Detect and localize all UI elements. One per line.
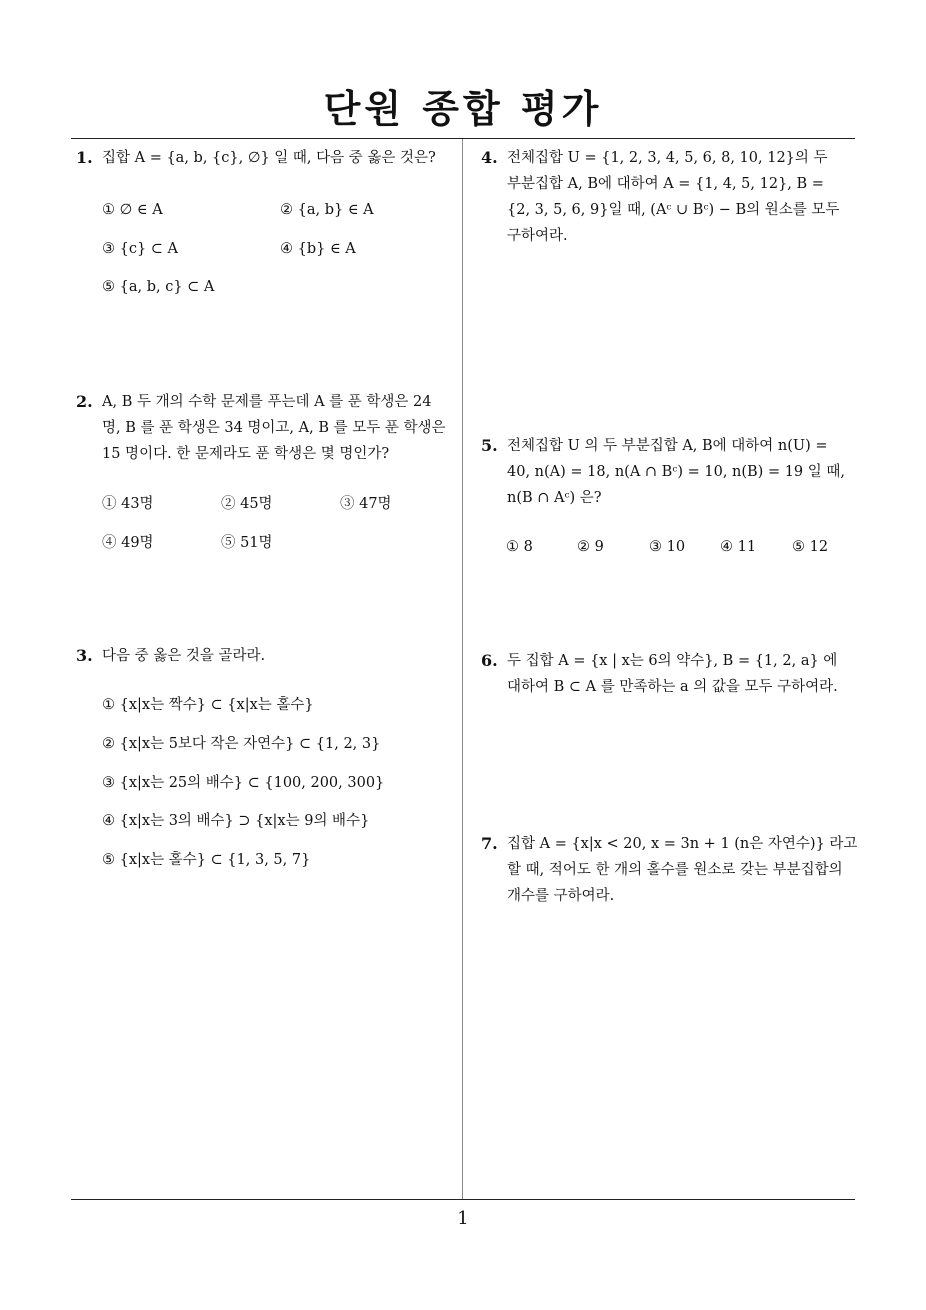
question-text-line: 두 집합 A = {x | x는 6의 약수}, B = {1, 2, a} 에: [507, 653, 838, 669]
choice-5[interactable]: ⑤ 12: [792, 539, 829, 555]
question-text-line: 구하여라.: [507, 228, 568, 244]
choice-5[interactable]: ⑤ 51명: [221, 535, 273, 551]
question-number: 7.: [481, 834, 498, 853]
page-number: 1: [457, 1208, 469, 1229]
question-4: [481, 145, 859, 249]
choice-4[interactable]: ④ {b} ∈ A: [280, 241, 356, 257]
question-number: 6.: [481, 651, 498, 670]
question-7: [481, 831, 859, 909]
question-6: [481, 648, 859, 700]
page-title: 단원 종합 평가: [323, 87, 603, 131]
bottom-rule: [71, 1199, 855, 1200]
top-rule: [71, 138, 855, 139]
question-text-line: 명, B 를 푼 학생은 34 명이고, A, B 를 모두 푼 학생은: [102, 420, 446, 436]
choice-1[interactable]: ① 43명: [102, 496, 154, 512]
choice-3[interactable]: ③ 47명: [340, 496, 392, 512]
question-text-line: 15 명이다. 한 문제라도 푼 학생은 몇 명인가?: [102, 446, 390, 462]
choice-4[interactable]: ④ 49명: [102, 535, 154, 551]
question-text-line: 부분집합 A, B에 대하여 A = {1, 4, 5, 12}, B =: [507, 176, 824, 192]
choice-5[interactable]: ⑤ {x|x는 홀수} ⊂ {1, 3, 5, 7}: [102, 852, 311, 868]
choice-1[interactable]: ① {x|x는 짝수} ⊂ {x|x는 홀수}: [102, 697, 314, 713]
choice-3[interactable]: ③ {x|x는 25의 배수} ⊂ {100, 200, 300}: [102, 775, 385, 791]
question-text-line: 40, n(A) = 18, n(A ∩ Bᶜ) = 10, n(B) = 19 일 때,: [507, 464, 846, 480]
choice-3[interactable]: ③ 10: [649, 539, 686, 555]
question-text-line: 개수를 구하여라.: [507, 888, 615, 904]
question-number: 4.: [481, 148, 498, 167]
choice-2[interactable]: ② {x|x는 5보다 작은 자연수} ⊂ {1, 2, 3}: [102, 736, 381, 752]
question-number: 5.: [481, 436, 498, 455]
choice-1[interactable]: ① ∅ ∈ A: [102, 202, 163, 218]
question-2: [76, 389, 458, 467]
question-text: 집합 A = {a, b, {c}, ∅} 일 때, 다음 중 옳은 것은?: [102, 150, 436, 166]
question-1: [76, 145, 456, 171]
choice-1[interactable]: ① 8: [506, 539, 533, 555]
question-number: 1.: [76, 148, 93, 167]
choice-4[interactable]: ④ 11: [720, 539, 757, 555]
choice-2[interactable]: ② {a, b} ∈ A: [280, 202, 374, 218]
question-text-line: 할 때, 적어도 한 개의 홀수를 원소로 갖는 부분집합의: [507, 862, 843, 878]
question-text-line: n(B ∩ Aᶜ) 은?: [507, 490, 602, 506]
choice-5[interactable]: ⑤ {a, b, c} ⊂ A: [102, 279, 215, 295]
question-number: 3.: [76, 646, 93, 665]
question-3: [76, 643, 456, 669]
question-text-line: A, B 두 개의 수학 문제를 푸는데 A 를 푼 학생은 24: [102, 394, 432, 410]
question-text-line: 전체집합 U = {1, 2, 3, 4, 5, 6, 8, 10, 12}의 두: [507, 150, 828, 166]
question-5: [481, 433, 859, 511]
question-text-line: 전체집합 U 의 두 부분집합 A, B에 대하여 n(U) =: [507, 438, 828, 454]
question-text-line: 집합 A = {x|x < 20, x = 3n + 1 (n은 자연수)} 라고: [507, 836, 858, 852]
choice-2[interactable]: ② 9: [577, 539, 604, 555]
question-text: 다음 중 옳은 것을 골라라.: [102, 648, 266, 664]
question-text-line: {2, 3, 5, 6, 9}일 때, (Aᶜ ∪ Bᶜ) − B의 원소를 모두: [507, 202, 840, 218]
question-number: 2.: [76, 392, 93, 411]
question-text-line: 대하여 B ⊂ A 를 만족하는 a 의 값을 모두 구하여라.: [507, 679, 838, 695]
choice-4[interactable]: ④ {x|x는 3의 배수} ⊃ {x|x는 9의 배수}: [102, 813, 370, 829]
choice-2[interactable]: ② 45명: [221, 496, 273, 512]
column-divider: [462, 139, 463, 1200]
choice-3[interactable]: ③ {c} ⊂ A: [102, 241, 179, 257]
